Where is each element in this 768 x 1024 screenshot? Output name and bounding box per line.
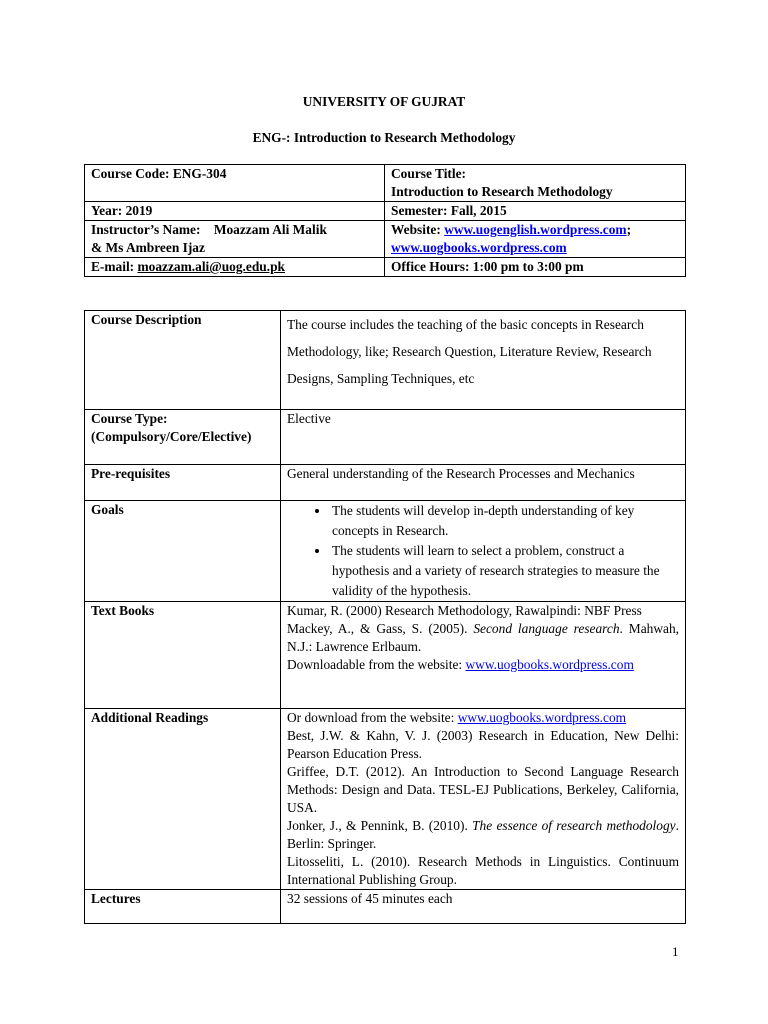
goals-cell (281, 501, 686, 602)
email-cell (85, 258, 385, 277)
website-link-uogenglish[interactable]: www.uogenglish.wordpress.com (444, 222, 627, 237)
course-info-table (84, 164, 686, 277)
instructor-cell (85, 221, 385, 258)
website-label: Website: (391, 222, 445, 237)
page-number: 1 (672, 944, 679, 959)
website-separator: ; (626, 222, 632, 237)
instructor-name-2: & Ms Ambreen Ijaz (91, 240, 205, 255)
reading-entry: Best, J.W. & Kahn, V. J. (2003) Research in Education, New Delhi: Pearson Education Press. (287, 728, 679, 761)
info-row (85, 221, 686, 258)
reading-download (287, 709, 679, 727)
prerequisites-row (85, 465, 686, 501)
textbooks-label: Text Books (85, 602, 281, 709)
course-code: Course Code: ENG-304 (91, 166, 227, 181)
reading-author: Jonker, J., & Pennink, B. (2010). (287, 818, 473, 833)
textbook-download-link[interactable]: www.uogbooks.wordpress.com (465, 657, 634, 672)
course-title-value: Introduction to Research Methodology (391, 184, 613, 199)
reading-download-label: Or download from the website: (287, 710, 458, 725)
year-cell (85, 202, 385, 221)
textbooks-row (85, 602, 686, 709)
reading-entry: Griffee, D.T. (2012). An Introduction to Second Language Research Methods: Design and Data. TESL-EJ Publications, Berkeley, California, USA. (287, 764, 679, 815)
additional-readings-cell (281, 709, 686, 890)
reading-download-link[interactable]: www.uogbooks.wordpress.com (457, 710, 627, 725)
textbook-download-label: Downloadable from the website: (287, 657, 466, 672)
info-row (85, 165, 686, 202)
textbook-title: Second language research (473, 621, 620, 636)
goal-item: • The students will develop in-depth understanding of key concepts in Research. (330, 501, 679, 541)
instructor-name: Instructor’s Name: Moazzam Ali Malik (91, 222, 327, 237)
course-type-value: Elective (281, 410, 686, 465)
info-row (85, 258, 686, 277)
course-details-table (84, 310, 686, 924)
course-type-label-line2: (Compulsory/Core/Elective) (91, 429, 252, 444)
textbook-entry (287, 620, 679, 656)
course-type-label (85, 410, 281, 465)
prerequisites-label: Pre-requisites (85, 465, 281, 501)
course-description-text: The course includes the teaching of the basic concepts in Research Methodology, like; Research Question, Literature Review, Research Designs, Sampling Techniques, etc (281, 311, 686, 410)
course-type-row (85, 410, 686, 465)
goals-label: Goals (85, 501, 281, 602)
semester: Semester: Fall, 2015 (391, 203, 507, 218)
course-type-label-line1: Course Type: (91, 411, 168, 426)
reading-entry (287, 817, 679, 853)
textbook-publisher: . Mahwah, N.J.: Lawrence Erlbaum. (287, 621, 679, 654)
reading-title: The essence of research methodology (472, 818, 676, 833)
lectures-label: Lectures (85, 890, 281, 924)
university-title: UNIVERSITY OF GUJRAT (302, 94, 466, 109)
additional-readings-row (85, 709, 686, 890)
course-code-cell (85, 165, 385, 202)
course-heading: ENG-: Introduction to Research Methodology (252, 130, 516, 145)
textbooks-cell (281, 602, 686, 709)
additional-readings-label: Additional Readings (85, 709, 281, 890)
course-title-label: Course Title: (391, 166, 467, 181)
year: Year: 2019 (91, 203, 153, 218)
textbook-download (287, 656, 679, 674)
course-description-row (85, 311, 686, 410)
goals-row (85, 501, 686, 602)
prerequisites-value: General understanding of the Research Processes and Mechanics (281, 465, 686, 501)
office-hours-cell (385, 258, 686, 277)
semester-cell (385, 202, 686, 221)
email-address: moazzam.ali@uog.edu.pk (137, 259, 285, 274)
reading-publisher: . Berlin: Springer. (287, 818, 679, 851)
office-hours: Office Hours: 1:00 pm to 3:00 pm (391, 259, 584, 274)
reading-entry: Litosseliti, L. (2010). Research Methods in Linguistics. Continuum International Publishing Group. (287, 854, 679, 887)
textbook-author: Mackey, A., & Gass, S. (2005). (287, 621, 474, 636)
info-row (85, 202, 686, 221)
lectures-row (85, 890, 686, 924)
course-title-cell (385, 165, 686, 202)
goal-item: • The students will learn to select a problem, construct a hypothesis and a variety of research strategies to measure the validity of the hypothesis. (330, 541, 679, 601)
textbook-entry: Kumar, R. (2000) Research Methodology, Rawalpindi: NBF Press (287, 603, 642, 618)
lectures-value: 32 sessions of 45 minutes each (281, 890, 686, 924)
course-description-label: Course Description (85, 311, 281, 410)
goals-list (287, 501, 679, 601)
website-cell (385, 221, 686, 258)
email-label: E-mail: (91, 259, 138, 274)
website-link-uogbooks[interactable]: www.uogbooks.wordpress.com (391, 240, 567, 255)
